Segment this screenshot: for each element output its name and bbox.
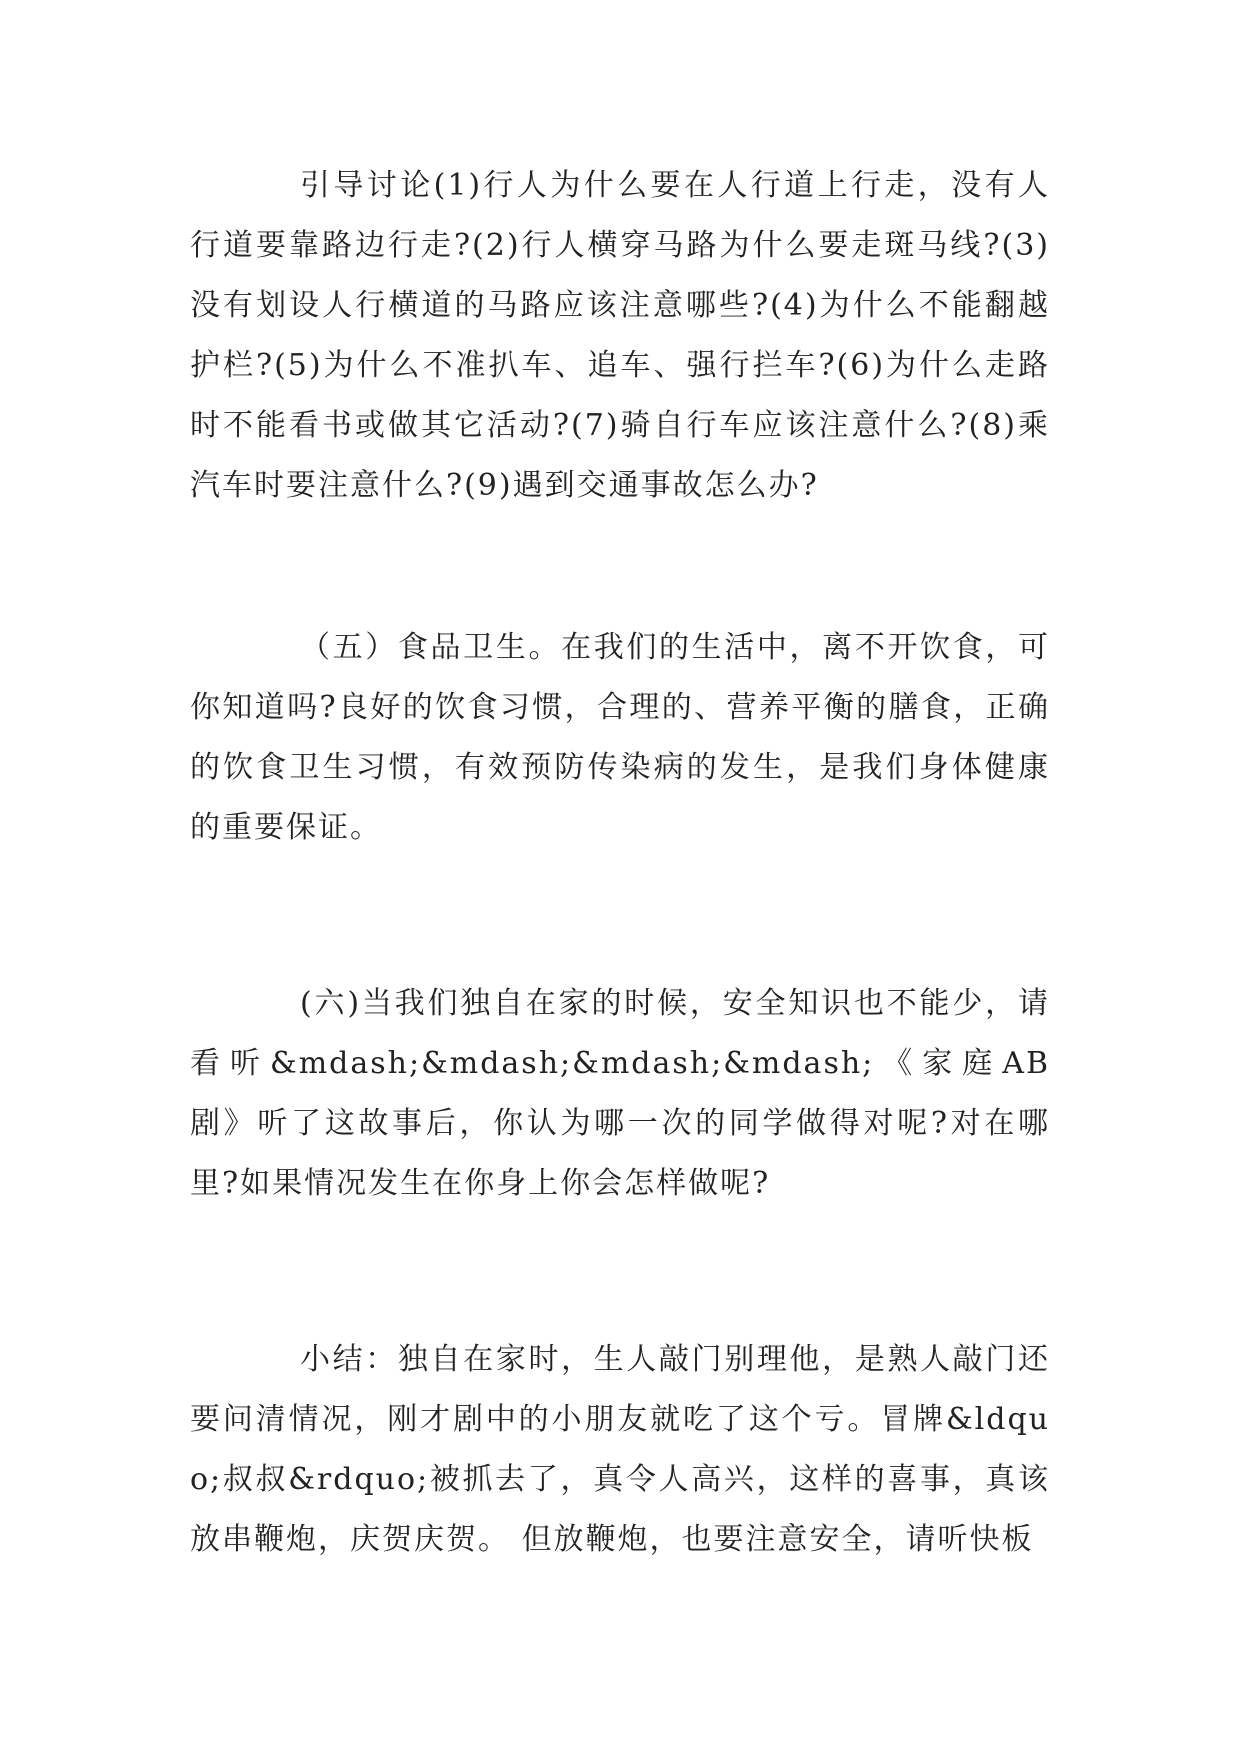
paragraph-summary: 小结：独自在家时，生人敲门别理他，是熟人敲门还要问清情况，刚才剧中的小朋友就吃了这个亏。冒牌&ldquo;叔叔&rdquo;被抓去了，真令人高兴，这样的喜事，真该放串鞭炮，庆贺庆贺。 但放鞭炮，也要注意安全，请听快板 [190, 1342, 1050, 1557]
paragraph-food-hygiene: （五）食品卫生。在我们的生活中，离不开饮食，可你知道吗?良好的饮食习惯，合理的、营养平衡的膳食，正确的饮食卫生习惯，有效预防传染病的发生，是我们身体健康的重要保证。 [190, 630, 1050, 845]
paragraph-traffic-discussion: 引导讨论(1)行人为什么要在人行道上行走，没有人行道要靠路边行走?(2)行人横穿马路为什么要走斑马线?(3)没有划设人行横道的马路应该注意哪些?(4)为什么不能翻越护栏?(5)为什么不准扒车、追车、强行拦车?(6)为什么走路时不能看书或做其它活动?(7)骑自行车应该注意什么?(8)乘汽车时要注意什么?(9)遇到交通事故怎么办? [190, 168, 1050, 503]
paragraph-home-alone: (六)当我们独自在家的时候，安全知识也不能少，请看听&mdash;&mdash;&mdash;&mdash;《家庭AB剧》听了这故事后，你认为哪一次的同学做得对呢?对在哪里?如果情况发生在你身上你会怎样做呢? [190, 986, 1050, 1201]
